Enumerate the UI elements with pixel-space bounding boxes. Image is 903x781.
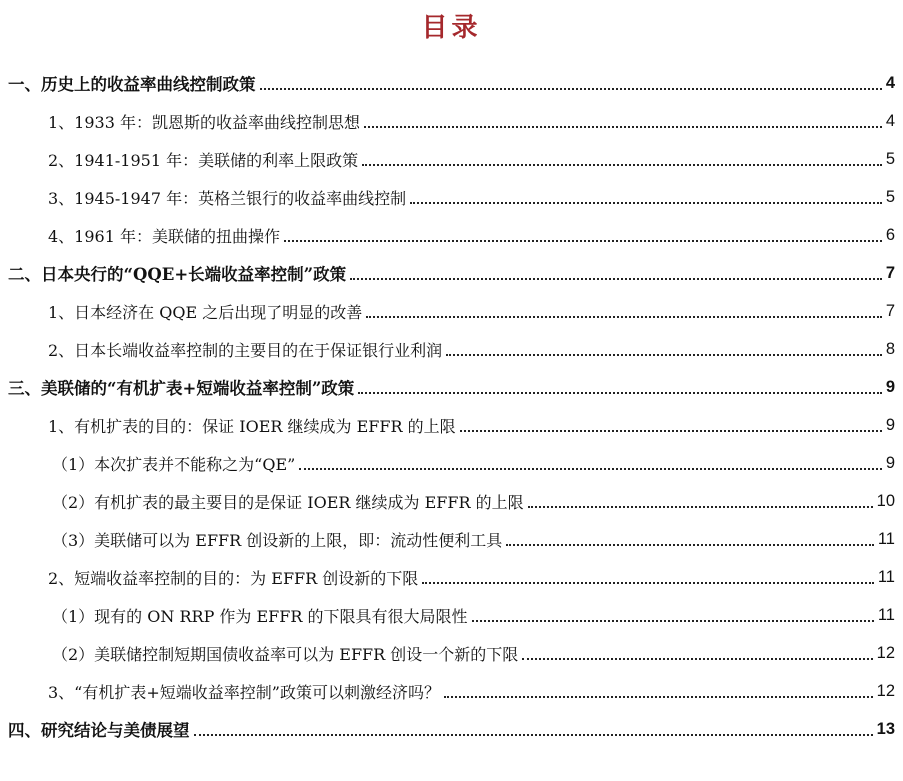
page-title: 目录 [421, 13, 482, 43]
dot-leader [422, 582, 874, 584]
toc-entry[interactable] [0, 672, 903, 710]
toc-entry[interactable] [0, 634, 903, 672]
dot-leader [446, 354, 882, 356]
toc-entry[interactable] [0, 178, 903, 216]
toc-entry-label: 3、1945-1947 年：英格兰银行的收益率曲线控制 [48, 188, 407, 208]
toc-entry[interactable] [0, 368, 903, 406]
toc-entry-page-number: 12 [876, 681, 895, 700]
dot-leader [528, 506, 873, 508]
toc-entry-page-number: 11 [877, 605, 895, 624]
toc-entry-page-number: 6 [885, 225, 895, 244]
toc-entry-page-number: 12 [876, 643, 895, 662]
dot-leader [260, 88, 882, 90]
toc-entry-label: （3）美联储可以为 EFFR 创设新的上限，即：流动性便利工具 [52, 530, 503, 550]
toc-entry-label: 2、日本长端收益率控制的主要目的在于保证银行业利润 [48, 340, 443, 360]
toc-entry-label: 1、有机扩表的目的：保证 IOER 继续成为 EFFR 的上限 [48, 416, 456, 436]
toc-entry-page-number: 9 [885, 377, 895, 396]
toc-entry[interactable] [0, 330, 903, 368]
toc-entry-page-number: 5 [885, 149, 895, 168]
toc-entry-label: 4、1961 年：美联储的扭曲操作 [48, 226, 280, 246]
toc-entry-label: 1、1933 年：凯恩斯的收益率曲线控制思想 [48, 112, 360, 132]
toc-entry[interactable] [0, 710, 903, 748]
dot-leader [506, 544, 874, 546]
toc-entry[interactable] [0, 292, 903, 330]
toc-entry[interactable] [0, 520, 903, 558]
dot-leader [444, 696, 873, 698]
toc-entry[interactable] [0, 444, 903, 482]
toc-entry[interactable] [0, 216, 903, 254]
dot-leader [358, 392, 882, 394]
toc-entry-page-number: 13 [876, 719, 895, 738]
toc-entry-page-number: 11 [877, 529, 895, 548]
toc-entry-page-number: 4 [885, 111, 895, 130]
dot-leader [522, 658, 872, 660]
table-of-contents [0, 64, 903, 748]
toc-entry-page-number: 10 [876, 491, 895, 510]
toc-entry-label: 3、“有机扩表+短端收益率控制”政策可以刺激经济吗？ [48, 682, 440, 702]
toc-entry-page-number: 8 [885, 339, 895, 358]
toc-entry[interactable] [0, 102, 903, 140]
dot-leader [284, 240, 882, 242]
toc-entry-page-number: 9 [885, 415, 895, 434]
toc-entry-label: （2）美联储控制短期国债收益率可以为 EFFR 创设一个新的下限 [52, 644, 519, 664]
dot-leader [350, 278, 882, 280]
toc-entry-page-number: 4 [885, 73, 895, 92]
dot-leader [362, 164, 882, 166]
toc-entry-page-number: 7 [885, 301, 895, 320]
toc-entry-label: 2、1941-1951 年：美联储的利率上限政策 [48, 150, 359, 170]
dot-leader [410, 202, 882, 204]
toc-entry-page-number: 9 [885, 453, 895, 472]
dot-leader [364, 126, 882, 128]
toc-entry[interactable] [0, 596, 903, 634]
toc-entry-page-number: 7 [885, 263, 895, 282]
toc-entry[interactable] [0, 254, 903, 292]
dot-leader [366, 316, 882, 318]
toc-entry[interactable] [0, 558, 903, 596]
toc-entry[interactable] [0, 406, 903, 444]
toc-entry[interactable] [0, 482, 903, 520]
dot-leader [194, 734, 873, 736]
toc-entry-label: 1、日本经济在 QQE 之后出现了明显的改善 [48, 302, 363, 322]
dot-leader [299, 468, 881, 470]
toc-entry-page-number: 11 [877, 567, 895, 586]
dot-leader [472, 620, 874, 622]
toc-entry-label: 2、短端收益率控制的目的：为 EFFR 创设新的下限 [48, 568, 419, 588]
toc-entry[interactable] [0, 140, 903, 178]
toc-entry-label: （2）有机扩表的最主要目的是保证 IOER 继续成为 EFFR 的上限 [52, 492, 524, 512]
toc-entry-label: 二、日本央行的“QQE+长端收益率控制”政策 [8, 265, 347, 284]
toc-entry-label: 三、美联储的“有机扩表+短端收益率控制”政策 [8, 379, 355, 398]
toc-entry[interactable] [0, 64, 903, 102]
toc-entry-label: （1）现有的 ON RRP 作为 EFFR 的下限具有很大局限性 [52, 606, 468, 626]
toc-entry-label: 一、历史上的收益率曲线控制政策 [8, 75, 256, 94]
toc-entry-label: （1）本次扩表并不能称之为“QE” [52, 454, 296, 474]
toc-entry-page-number: 5 [885, 187, 895, 206]
toc-entry-label: 四、研究结论与美债展望 [8, 721, 190, 740]
dot-leader [460, 430, 882, 432]
